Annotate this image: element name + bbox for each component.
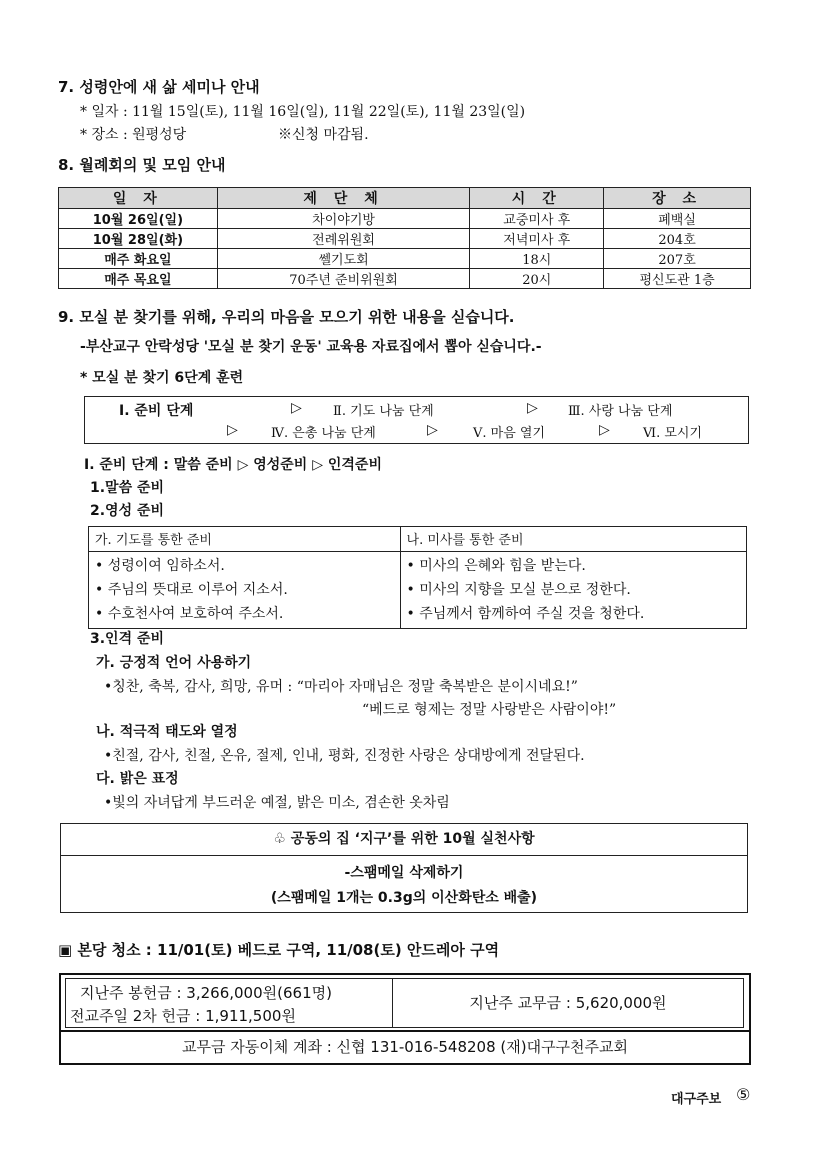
arrow-icon: ▷ (312, 457, 323, 473)
column-header-time: 시 간 (470, 188, 604, 209)
sub1-title: 1.말씀 준비 (90, 480, 165, 496)
table-row (59, 249, 751, 269)
schedule-header-row (59, 188, 751, 209)
seminar-place: * 장소 : 원평성당 (80, 127, 187, 143)
column-header-date: 일 자 (59, 188, 218, 209)
cell-group: 전례위원회 (217, 229, 470, 249)
cell-date: 10월 28일(화) (59, 229, 218, 249)
list-item: • 성령이여 임하소서. (95, 558, 225, 574)
cell-group: 차이야기방 (217, 209, 470, 229)
stage1-mid: 영성준비 (253, 457, 308, 473)
step-6: Ⅵ. 모시기 (643, 426, 703, 441)
step-4: Ⅳ. 은총 나눔 단계 (271, 426, 376, 441)
cell-place: 평신도관 1층 (604, 269, 751, 289)
arrow-icon: ▷ (227, 422, 238, 438)
dues-amount: 지난주 교무금 : 5,620,000원 (392, 978, 744, 1028)
earth-title: ♧ 공동의 집 ‘지구’를 위한 10월 실천사항 (61, 824, 747, 856)
list-item: • 미사의 은혜와 힘을 받는다. (406, 558, 586, 574)
offering-amount: 지난주 봉헌금 : 3,266,000원(661명) (80, 984, 332, 1002)
prayer-left-header: 가. 기도를 통한 준비 (89, 527, 401, 552)
earth-line1: -스팸메일 삭제하기 (344, 865, 464, 881)
table-row (59, 209, 751, 229)
footer-label: 대구주보 (671, 1092, 722, 1107)
seminar-note: ※신청 마감됨. (278, 127, 369, 143)
earth-line2: (스팸메일 1개는 0.3g의 이산화탄소 배출) (270, 890, 538, 906)
offering-cell (65, 978, 393, 1028)
list-item: • 수호천사여 보호하여 주소서. (95, 606, 284, 622)
stage1-prefix: Ⅰ. 준비 단계 : 말씀 준비 (84, 457, 233, 473)
prayer-left-list (89, 552, 401, 629)
cell-group: 70주년 준비위원회 (217, 269, 470, 289)
arrow-icon: ▷ (291, 400, 302, 416)
finance-box (59, 973, 751, 1065)
sub2-title: 2.영성 준비 (90, 503, 165, 519)
arrow-icon: ▷ (599, 422, 610, 438)
table-row (59, 269, 751, 289)
step-5: Ⅴ. 마음 열기 (473, 426, 546, 441)
program-title: * 모실 분 찾기 6단계 훈련 (80, 370, 244, 386)
step-2: Ⅱ. 기도 나눔 단계 (333, 404, 434, 419)
seminar-dates: * 일자 : 11월 15일(토), 11월 16일(일), 11월 22일(토), 11월 23일(일) (80, 104, 526, 120)
da-line: •빛의 자녀답게 부드러운 예절, 밝은 미소, 겸손한 옷차림 (104, 795, 450, 811)
cell-date: 10월 26일(일) (59, 209, 218, 229)
schedule-table (58, 187, 751, 289)
column-header-place: 장 소 (604, 188, 751, 209)
cell-time: 저녁미사 후 (470, 229, 604, 249)
cell-place: 폐백실 (604, 209, 751, 229)
column-header-group: 제 단 체 (217, 188, 470, 209)
section9-title: 9. 모실 분 찾기를 위해, 우리의 마음을 모으기 위한 내용을 싣습니다. (58, 308, 515, 326)
step-3: Ⅲ. 사랑 나눔 단계 (568, 404, 673, 419)
list-item: • 주님께서 함께하여 주실 것을 청한다. (406, 606, 645, 622)
account-info: 교무금 자동이체 계좌 : 신협 131-016-548208 (재)대구구천주교회 (61, 1030, 749, 1063)
arrow-icon: ▷ (527, 400, 538, 416)
table-row (59, 229, 751, 249)
ga-line1: •칭찬, 축복, 감사, 희망, 유머 : “마리아 자매님은 정말 축복받은 분이시네요!” (104, 679, 578, 695)
list-item: • 주님의 뜻대로 이루어 지소서. (95, 582, 288, 598)
earth-box (60, 823, 748, 913)
na-line: •친절, 감사, 친절, 온유, 절제, 인내, 평화, 진정한 사랑은 상대방에게 전달된다. (104, 748, 585, 764)
section8-title: 8. 월례회의 및 모임 안내 (58, 156, 226, 174)
cell-time: 18시 (470, 249, 604, 269)
cell-date: 매주 목요일 (59, 269, 218, 289)
da-title: 다. 밝은 표정 (96, 771, 179, 787)
cell-place: 207호 (604, 249, 751, 269)
cell-place: 204호 (604, 229, 751, 249)
cell-time: 교중미사 후 (470, 209, 604, 229)
sub3-title: 3.인격 준비 (90, 631, 165, 647)
prayer-table (88, 526, 747, 629)
cleaning-notice: ▣ 본당 청소 : 11/01(토) 베드로 구역, 11/08(토) 안드레아 구역 (58, 941, 500, 959)
prayer-right-header: 나. 미사를 통한 준비 (400, 527, 746, 552)
cell-date: 매주 화요일 (59, 249, 218, 269)
na-title: 나. 적극적 태도와 열정 (96, 724, 238, 740)
arrow-icon: ▷ (237, 457, 249, 473)
mission-offering: 전교주일 2차 헌금 : 1,911,500원 (70, 1007, 296, 1025)
list-item: • 미사의 지향을 모실 분으로 정한다. (406, 582, 631, 598)
step-1: Ⅰ. 준비 단계 (119, 403, 194, 419)
cell-time: 20시 (470, 269, 604, 289)
section7-title: 7. 성령안에 새 삶 세미나 안내 (58, 78, 260, 96)
ga-title: 가. 긍정적 언어 사용하기 (96, 655, 252, 671)
page-number: ⑤ (736, 1085, 751, 1104)
arrow-icon: ▷ (427, 422, 438, 438)
stage1-end: 인격준비 (327, 457, 382, 473)
steps-box (84, 396, 749, 444)
ga-line2: “베드로 형제는 정말 사랑받은 사람이야!” (362, 702, 617, 718)
cell-group: 쎌기도회 (217, 249, 470, 269)
stage1-line (84, 454, 382, 474)
section9-source: -부산교구 안락성당 '모실 분 찾기 운동' 교육용 자료집에서 뽑아 싣습니다.- (80, 339, 542, 355)
prayer-right-list (400, 552, 746, 629)
